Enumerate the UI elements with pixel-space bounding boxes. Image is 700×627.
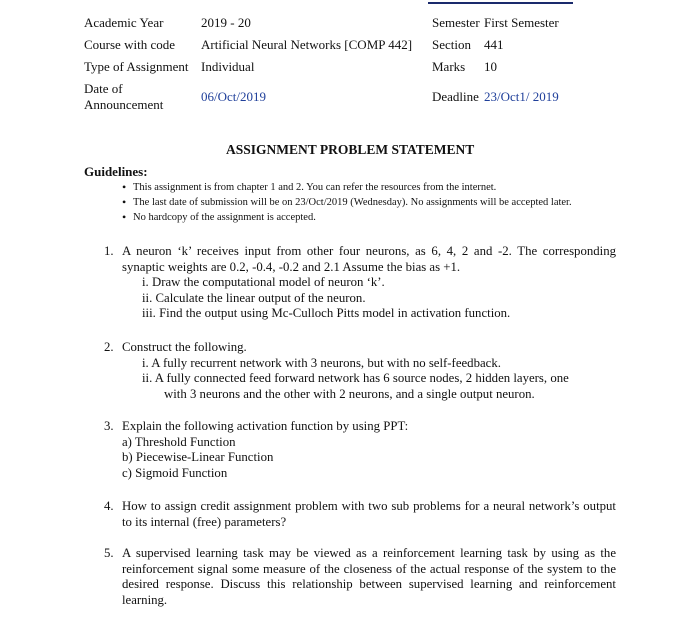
question-number: 1. [104, 244, 114, 258]
course-value: Artificial Neural Networks [COMP 442] [201, 37, 413, 52]
guideline-item [122, 210, 572, 225]
question-text: How to assign credit assignment problem with two sub problems for a neural network’s output to its internal (free) parameters? [122, 499, 616, 529]
section-label: Section [432, 37, 471, 52]
guideline-text: The last date of submission will be on 23/Oct/2019 (Wednesday). No assignments will be accepted later. [133, 197, 572, 208]
semester-label: Semester [432, 15, 480, 30]
assignment-type-value: Individual [201, 59, 255, 74]
semester-value: First Semester [484, 15, 559, 30]
academic-year-label: Academic Year [84, 15, 164, 30]
question-subitem: ii. A fully connected feed forward network has 6 source nodes, 2 hidden layers, one [142, 371, 569, 385]
academic-year-value: 2019 - 20 [201, 15, 251, 30]
question-subitem: c) Sigmoid Function [122, 465, 228, 480]
guideline-text: No hardcopy of the assignment is accepted. [133, 212, 316, 223]
question-subitem: a) Threshold Function [122, 434, 236, 449]
question-number: 4. [104, 499, 114, 513]
header-top-rule [428, 2, 573, 4]
marks-value: 10 [484, 59, 497, 74]
guideline-item [122, 180, 572, 195]
section-value: 441 [484, 37, 504, 52]
assignment-type-label: Type of Assignment [84, 59, 189, 74]
bullet-icon: • [122, 210, 127, 224]
question-text: A supervised learning task may be viewed as a reinforcement learning task by using as the reinforcement signal some measure of the closeness of the actual response of the system to the desired response. Discuss this relationship between supervised learning and reinforcement learning. [122, 546, 616, 607]
bullet-icon: • [122, 180, 127, 194]
guideline-item [122, 195, 572, 210]
announcement-date: 06/Oct/2019 [201, 89, 266, 104]
question-text: A neuron ‘k’ receives input from other four neurons, as 6, 4, 2 and -2. The corresponding synaptic weights are 0.2, -0.4, -0.2 and 2.1 Assume the bias as +1. [122, 244, 616, 274]
bullet-icon: • [122, 195, 127, 209]
question-subitem: iii. Find the output using Mc-Culloch Pitts model in activation function. [142, 306, 511, 320]
question-subitem: b) Piecewise-Linear Function [122, 450, 274, 464]
guidelines-heading: Guidelines: [84, 164, 148, 179]
page-title: ASSIGNMENT PROBLEM STATEMENT [226, 142, 475, 157]
question-text: Construct the following. [122, 340, 247, 354]
deadline-label: Deadline [432, 89, 479, 104]
marks-label: Marks [432, 59, 466, 74]
deadline-date: 23/Oct1/ 2019 [484, 89, 559, 104]
question-subitem: i. Draw the computational model of neuron ‘k’. [142, 275, 385, 289]
guideline-text: This assignment is from chapter 1 and 2. You can refer the resources from the internet. [133, 182, 497, 193]
question-subitem: ii. Calculate the linear output of the neuron. [142, 290, 366, 305]
guidelines-list [122, 180, 572, 225]
question-3 [104, 419, 616, 481]
question-number: 3. [104, 419, 114, 433]
course-label: Course with code [84, 37, 175, 52]
question-2 [104, 340, 616, 402]
announcement-label-line2: Announcement [84, 97, 164, 112]
question-text: Explain the following activation function by using PPT: [122, 419, 409, 433]
question-subitem: i. A fully recurrent network with 3 neurons, but with no self-feedback. [142, 355, 501, 370]
question-1 [104, 244, 616, 322]
question-5 [104, 546, 616, 608]
announcement-label-line1: Date of [84, 81, 123, 96]
question-subitem-continued: with 3 neurons and the other with 2 neurons, and a single output neuron. [164, 386, 535, 401]
question-4 [104, 499, 616, 530]
question-number: 5. [104, 546, 114, 560]
question-number: 2. [104, 340, 114, 354]
